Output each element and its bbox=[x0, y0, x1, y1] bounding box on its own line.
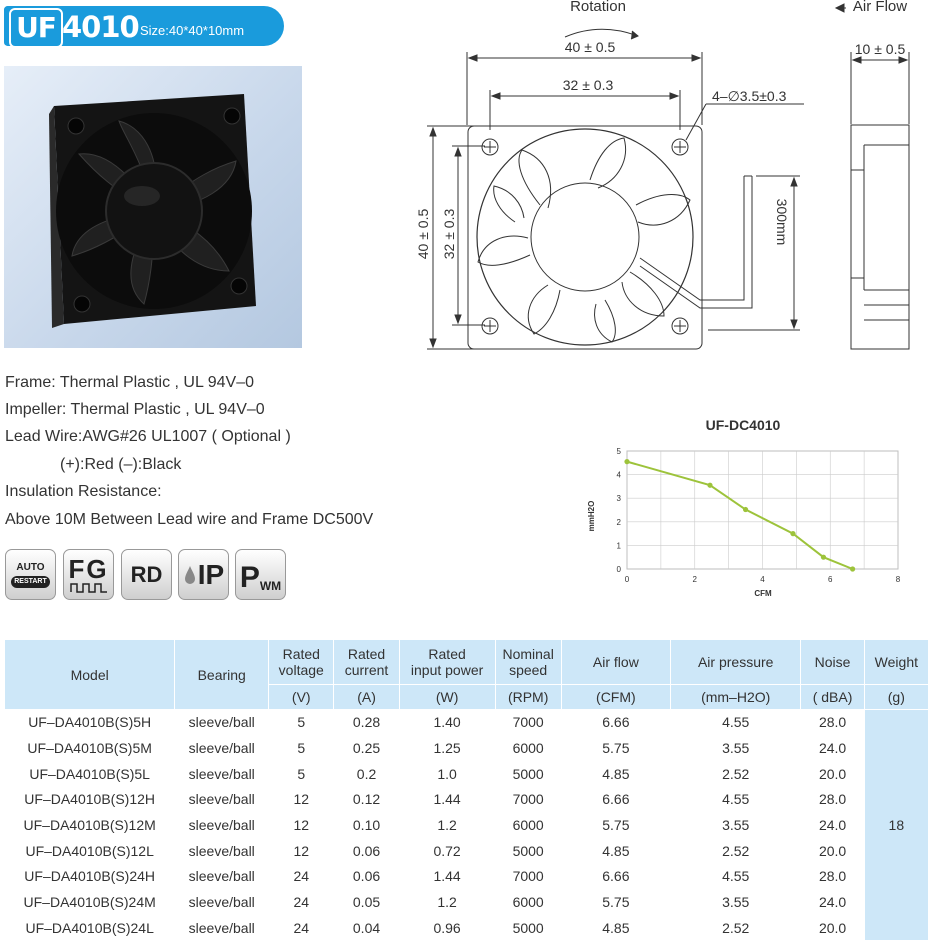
header-bearing: Bearing bbox=[175, 640, 269, 710]
header-noise: Noise bbox=[801, 640, 864, 685]
fan-photo bbox=[4, 66, 302, 348]
pq-chart-svg bbox=[587, 412, 901, 604]
table-cell: 7000 bbox=[495, 710, 561, 736]
table-cell: 0.05 bbox=[334, 889, 399, 915]
table-cell: UF–DA4010B(S)24M bbox=[5, 889, 175, 915]
table-cell: 4.55 bbox=[670, 787, 801, 813]
chart-xlabel: CFM bbox=[754, 589, 772, 598]
chart-ytick-label: 0 bbox=[616, 565, 621, 574]
table-cell: 6.66 bbox=[561, 710, 670, 736]
header-airflow: Air flow bbox=[561, 640, 670, 685]
chart-ytick-label: 2 bbox=[616, 517, 621, 527]
table-cell: 0.96 bbox=[399, 915, 495, 941]
table-cell: 4.85 bbox=[561, 838, 670, 864]
table-cell: 20.0 bbox=[801, 915, 864, 941]
table-cell: 24.0 bbox=[801, 735, 864, 761]
table-cell: 4.85 bbox=[561, 915, 670, 941]
chart-ytick-label: 1 bbox=[616, 541, 621, 551]
table-cell: 24 bbox=[269, 915, 334, 941]
table-cell: sleeve/ball bbox=[175, 889, 269, 915]
table-row bbox=[5, 710, 929, 736]
table-cell: 24.0 bbox=[801, 889, 864, 915]
spec-insulation: Insulation Resistance: bbox=[5, 483, 162, 500]
table-cell: 2.52 bbox=[670, 838, 801, 864]
dim-thickness: 10 ± 0.5 bbox=[854, 41, 906, 57]
spec-impeller: Impeller: Thermal Plastic , UL 94V–0 bbox=[5, 401, 265, 418]
dim-wire: 300mm bbox=[774, 198, 790, 246]
table-cell: 1.25 bbox=[399, 735, 495, 761]
table-cell: 5.75 bbox=[561, 812, 670, 838]
table-cell: 4.55 bbox=[670, 864, 801, 890]
table-row bbox=[5, 735, 929, 761]
table-cell: 24 bbox=[269, 864, 334, 890]
chart-title: UF-DC4010 bbox=[705, 417, 781, 433]
table-cell: sleeve/ball bbox=[175, 864, 269, 890]
table-cell: 5.75 bbox=[561, 735, 670, 761]
table-cell: 1.44 bbox=[399, 864, 495, 890]
table-cell: UF–DA4010B(S)12H bbox=[5, 787, 175, 813]
table-cell: UF–DA4010B(S)5M bbox=[5, 735, 175, 761]
table-cell: sleeve/ball bbox=[175, 915, 269, 941]
table-cell: 5 bbox=[269, 735, 334, 761]
table-cell: 28.0 bbox=[801, 710, 864, 736]
unit-weight: (g) bbox=[864, 685, 928, 710]
unit-airflow: (CFM) bbox=[561, 685, 670, 710]
table-cell: 6000 bbox=[495, 812, 561, 838]
ip-icon: IP bbox=[178, 549, 229, 600]
chart-xtick-label: 8 bbox=[895, 575, 901, 584]
table-cell: sleeve/ball bbox=[175, 735, 269, 761]
spec-table bbox=[4, 639, 929, 941]
chart-point bbox=[624, 459, 629, 464]
table-cell: 6000 bbox=[495, 889, 561, 915]
table-cell: 3.55 bbox=[670, 889, 801, 915]
table-cell: 6000 bbox=[495, 735, 561, 761]
header-model: Model bbox=[5, 640, 175, 710]
unit-current: (A) bbox=[334, 685, 399, 710]
table-cell: sleeve/ball bbox=[175, 787, 269, 813]
header-current: Rated current bbox=[334, 640, 399, 685]
table-cell: UF–DA4010B(S)12M bbox=[5, 812, 175, 838]
table-cell: 0.12 bbox=[334, 787, 399, 813]
unit-voltage: (V) bbox=[269, 685, 334, 710]
table-cell: 5000 bbox=[495, 761, 561, 787]
pwm-icon: P WM bbox=[235, 549, 286, 600]
unit-speed: (RPM) bbox=[495, 685, 561, 710]
table-cell: 5 bbox=[269, 761, 334, 787]
rotation-label: Rotation bbox=[570, 0, 626, 15]
spec-lead-wire: Lead Wire:AWG#26 UL1007 ( Optional ) bbox=[5, 428, 291, 445]
table-cell: UF–DA4010B(S)12L bbox=[5, 838, 175, 864]
table-cell: 0.72 bbox=[399, 838, 495, 864]
table-cell: 3.55 bbox=[670, 735, 801, 761]
weight-cell: 18 bbox=[864, 710, 928, 941]
auto-restart-icon: AUTO RESTART bbox=[5, 549, 56, 600]
dim-height-outer: 40 ± 0.5 bbox=[415, 208, 431, 260]
table-cell: sleeve/ball bbox=[175, 812, 269, 838]
table-cell: 20.0 bbox=[801, 838, 864, 864]
table-cell: 2.52 bbox=[670, 915, 801, 941]
fg-icon: FG bbox=[63, 549, 114, 600]
table-cell: 1.44 bbox=[399, 787, 495, 813]
table-cell: UF–DA4010B(S)5L bbox=[5, 761, 175, 787]
pq-chart bbox=[587, 412, 901, 604]
table-cell: 24.0 bbox=[801, 812, 864, 838]
table-cell: sleeve/ball bbox=[175, 710, 269, 736]
brand-logo: UF bbox=[9, 8, 63, 48]
spec-insulation-value: Above 10M Between Lead wire and Frame DC500V bbox=[5, 511, 374, 528]
chart-point bbox=[707, 483, 712, 488]
table-cell: 20.0 bbox=[801, 761, 864, 787]
header-pressure: Air pressure bbox=[670, 640, 801, 685]
table-cell: 12 bbox=[269, 812, 334, 838]
table-cell: 6.66 bbox=[561, 864, 670, 890]
header-weight: Weight bbox=[864, 640, 928, 685]
dim-width-inner: 32 ± 0.3 bbox=[562, 77, 614, 93]
unit-pressure: (mm–H2O) bbox=[670, 685, 801, 710]
table-cell: 24 bbox=[269, 889, 334, 915]
table-row bbox=[5, 761, 929, 787]
chart-xtick-label: 6 bbox=[828, 575, 833, 584]
table-cell: 1.0 bbox=[399, 761, 495, 787]
rd-icon: RD bbox=[121, 549, 172, 600]
table-cell: 7000 bbox=[495, 787, 561, 813]
table-cell: 2.52 bbox=[670, 761, 801, 787]
table-cell: 6.66 bbox=[561, 787, 670, 813]
chart-point bbox=[790, 531, 795, 536]
chart-point bbox=[743, 507, 748, 512]
unit-power: (W) bbox=[399, 685, 495, 710]
table-cell: 3.55 bbox=[670, 812, 801, 838]
dim-width-outer: 40 ± 0.5 bbox=[564, 39, 616, 55]
table-cell: 0.10 bbox=[334, 812, 399, 838]
table-cell: 5 bbox=[269, 710, 334, 736]
dim-holes: 4–∅3.5±0.3 bbox=[712, 88, 787, 104]
chart-ylabel: mmH2O bbox=[587, 500, 596, 532]
table-cell: 1.2 bbox=[399, 889, 495, 915]
header-voltage: Rated voltage bbox=[269, 640, 334, 685]
table-cell: sleeve/ball bbox=[175, 761, 269, 787]
table-cell: 4.85 bbox=[561, 761, 670, 787]
chart-ytick-label: 5 bbox=[616, 447, 621, 456]
table-cell: 1.40 bbox=[399, 710, 495, 736]
table-row bbox=[5, 787, 929, 813]
chart-xtick-label: 4 bbox=[760, 575, 765, 584]
table-row bbox=[5, 838, 929, 864]
table-cell: 5000 bbox=[495, 915, 561, 941]
table-row bbox=[5, 864, 929, 890]
chart-point bbox=[821, 555, 826, 560]
table-cell: UF–DA4010B(S)24L bbox=[5, 915, 175, 941]
spec-polarity: (+):Red (–):Black bbox=[60, 456, 182, 473]
table-cell: 0.06 bbox=[334, 838, 399, 864]
airflow-label: Air Flow bbox=[852, 0, 908, 15]
table-cell: 0.25 bbox=[334, 735, 399, 761]
table-row bbox=[5, 812, 929, 838]
table-row bbox=[5, 889, 929, 915]
header-power: Rated input power bbox=[399, 640, 495, 685]
table-cell: 12 bbox=[269, 838, 334, 864]
dim-height-inner: 32 ± 0.3 bbox=[441, 208, 457, 260]
table-row bbox=[5, 915, 929, 941]
table-cell: 4.55 bbox=[670, 710, 801, 736]
table-cell: 12 bbox=[269, 787, 334, 813]
table-cell: 5000 bbox=[495, 838, 561, 864]
chart-xtick-label: 0 bbox=[624, 575, 630, 584]
chart-point bbox=[850, 566, 855, 571]
chart-ytick-label: 4 bbox=[616, 470, 621, 480]
table-cell: 0.28 bbox=[334, 710, 399, 736]
table-cell: 5.75 bbox=[561, 889, 670, 915]
dimension-drawing bbox=[410, 0, 930, 360]
table-cell: 28.0 bbox=[801, 864, 864, 890]
table-cell: 1.2 bbox=[399, 812, 495, 838]
table-cell: 28.0 bbox=[801, 787, 864, 813]
model-title: 4010 bbox=[62, 10, 139, 44]
chart-ytick-label: 3 bbox=[616, 494, 621, 504]
table-cell: 0.04 bbox=[334, 915, 399, 941]
header-speed: Nominal speed bbox=[495, 640, 561, 685]
table-cell: UF–DA4010B(S)24H bbox=[5, 864, 175, 890]
table-cell: 0.06 bbox=[334, 864, 399, 890]
table-cell: 0.2 bbox=[334, 761, 399, 787]
table-cell: UF–DA4010B(S)5H bbox=[5, 710, 175, 736]
chart-xtick-label: 2 bbox=[692, 575, 697, 584]
table-cell: 7000 bbox=[495, 864, 561, 890]
spec-frame: Frame: Thermal Plastic , UL 94V–0 bbox=[5, 374, 254, 391]
table-cell: sleeve/ball bbox=[175, 838, 269, 864]
size-label: Size:40*40*10mm bbox=[140, 23, 245, 38]
unit-noise: ( dBA) bbox=[801, 685, 864, 710]
